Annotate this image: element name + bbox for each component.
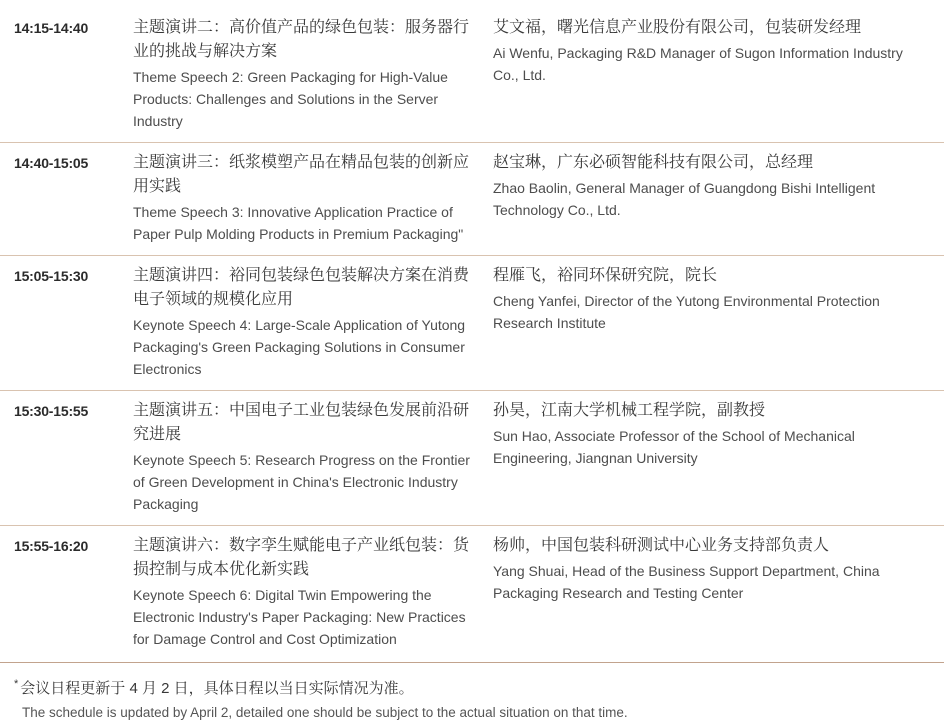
- topic-cell: [133, 16, 493, 132]
- table-row: [0, 390, 944, 525]
- speaker-en: Cheng Yanfei, Director of the Yutong Environmental Protection Research Institute: [493, 293, 880, 331]
- topic-title-cn: 主题演讲五：中国电子工业包装绿色发展前沿研究进展: [133, 402, 470, 443]
- topic-title-cn: 主题演讲四：裕同包装绿色包装解决方案在消费电子领域的规模化应用: [133, 267, 470, 308]
- speaker-cell: [493, 16, 930, 132]
- time-cell: 15:30-15:55: [14, 403, 89, 419]
- table-row: [0, 255, 944, 390]
- topic-cell: [133, 151, 493, 245]
- footnote-asterisk: *: [14, 678, 19, 690]
- topic-cell: [133, 264, 493, 380]
- speaker-cell: [493, 534, 930, 650]
- footnote-text-en: The schedule is updated by April 2, detailed one should be subject to the actual situation on that time.: [22, 705, 628, 720]
- footnote-cn-text: 会议日程更新于 4 月 2 日，具体日程以当日实际情况为准。: [20, 680, 414, 697]
- topic-cell: [133, 534, 493, 650]
- speaker-cn: 孙昊，江南大学机械工程学院，副教授: [493, 402, 766, 419]
- speaker-cell: [493, 399, 930, 515]
- time-cell: 14:15-14:40: [14, 20, 89, 36]
- time-cell: 14:40-15:05: [14, 155, 89, 171]
- table-row: [0, 525, 944, 660]
- speaker-cn: 艾文福，曙光信息产业股份有限公司，包装研发经理: [493, 19, 862, 36]
- time-cell: 15:55-16:20: [14, 538, 89, 554]
- table-row: [0, 142, 944, 255]
- time-cell: 15:05-15:30: [14, 268, 89, 284]
- speaker-cell: [493, 151, 930, 245]
- topic-title-en: Keynote Speech 5: Research Progress on the Frontier of Green Development in China's Electronic Industry Packaging: [133, 452, 470, 512]
- footnote-text-cn: [14, 671, 930, 702]
- speaker-cell: [493, 264, 930, 380]
- speaker-en: Zhao Baolin, General Manager of Guangdong Bishi Intelligent Technology Co., Ltd.: [493, 180, 876, 218]
- topic-title-cn: 主题演讲六：数字孪生赋能电子产业纸包装：货损控制与成本优化新实践: [133, 537, 470, 578]
- speaker-cn: 赵宝琳，广东必硕智能科技有限公司，总经理: [493, 154, 814, 171]
- topic-title-en: Theme Speech 2: Green Packaging for High-Value Products: Challenges and Solutions in the Server Industry: [133, 69, 448, 129]
- speaker-en: Ai Wenfu, Packaging R&D Manager of Sugon Information Industry Co., Ltd.: [493, 45, 903, 83]
- topic-title-cn: 主题演讲二：高价值产品的绿色包装：服务器行业的挑战与解决方案: [133, 19, 470, 60]
- speaker-cn: 杨帅，中国包装科研测试中心业务支持部负责人: [493, 537, 830, 554]
- topic-title-en: Keynote Speech 4: Large-Scale Application of Yutong Packaging's Green Packaging Solutions in Consumer Electronics: [133, 317, 466, 377]
- footnote: [0, 662, 944, 724]
- topic-title-en: Keynote Speech 6: Digital Twin Empowering the Electronic Industry's Paper Packaging: New Practices for Damage Control and Cost Optimization: [133, 587, 466, 647]
- topic-cell: [133, 399, 493, 515]
- topic-title-cn: 主题演讲三：纸浆模塑产品在精品包装的创新应用实践: [133, 154, 470, 195]
- speaker-cn: 程雁飞，裕同环保研究院，院长: [493, 267, 718, 284]
- speaker-en: Sun Hao, Associate Professor of the School of Mechanical Engineering, Jiangnan University: [493, 428, 855, 466]
- speaker-en: Yang Shuai, Head of the Business Support Department, China Packaging Research and Testing Center: [493, 563, 880, 601]
- table-row: [0, 8, 944, 142]
- topic-title-en: Theme Speech 3: Innovative Application Practice of Paper Pulp Molding Products in Premium Packaging": [133, 204, 464, 242]
